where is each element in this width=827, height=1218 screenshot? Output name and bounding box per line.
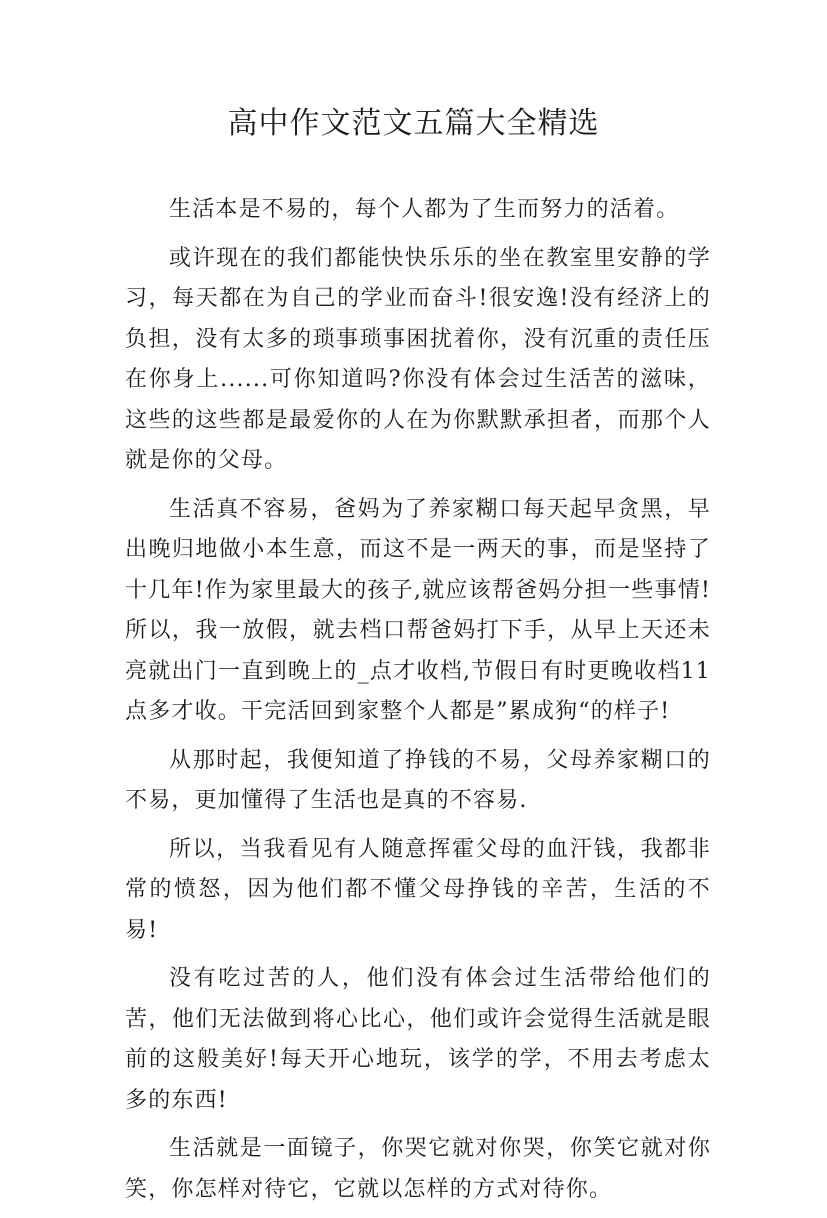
paragraph: 所以，当我看见有人随意挥霍父母的血汗钱，我都非常的愤怒，因为他们都不懂父母挣钱的辛苦，生活的不易! (125, 836, 711, 943)
paragraph: 从那时起，我便知道了挣钱的不易，父母养家糊口的不易，更加懂得了生活也是真的不容易. (125, 747, 711, 813)
paragraph: 生活本是不易的，每个人都为了生而努力的活着。 (169, 197, 680, 222)
paragraph: 没有吃过苦的人，他们没有体会过生活带给他们的苦，他们无法做到将心比心，他们或许会觉得生活就是眼前的这般美好!每天开心地玩，该学的学，不用去考虑太多的东西! (125, 966, 711, 1113)
paragraph: 或许现在的我们都能快快乐乐的坐在教室里安静的学习，每天都在为自己的学业而奋斗!很安逸!没有经济上的负担，没有太多的琐事琐事困扰着你，没有沉重的责任压在你身上......可你知道吗?你没有体会过生活苦的滋味，这些的这些都是最爱你的人在为你默默承担者，而那个人就是你的父母。 (125, 245, 711, 473)
paragraph: 生活就是一面镜子，你哭它就对你哭，你笑它就对你笑，你怎样对待它，它就以怎样的方式对待你。 (125, 1136, 711, 1202)
paragraph: 生活真不容易，爸妈为了养家糊口每天起早贪黑，早出晚归地做小本生意，而这不是一两天的事，而是坚持了十几年!作为家里最大的孩子,就应该帮爸妈分担一些事情!所以，我一放假，就去档口帮爸妈打下手，从早上天还未亮就出门一直到晚上的_点才收档,节假日有时更晚收档11点多才收。干完活回到家整个人都是”累成狗“的样子! (125, 496, 711, 724)
document-title: 高中作文范文五篇大全精选 (227, 106, 600, 141)
essay-body (125, 190, 711, 1218)
